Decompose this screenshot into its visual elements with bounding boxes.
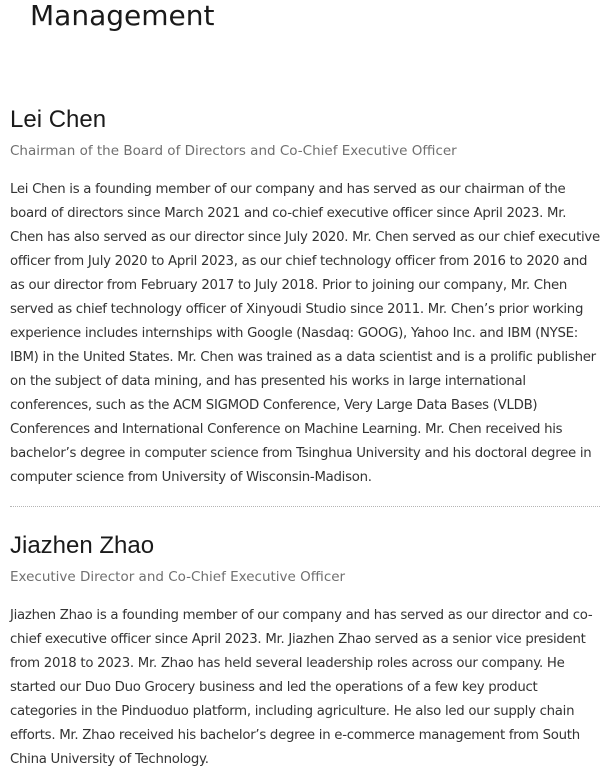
profile-title: Executive Director and Co-Chief Executive Officer (10, 569, 346, 585)
management-profiles (10, 104, 600, 772)
profile-name: Lei Chen (10, 106, 107, 133)
profile-name: Jiazhen Zhao (10, 532, 155, 559)
profile-bio: Jiazhen Zhao is a founding member of our company and has served as our director and co-chief executive officer since April 2023. Mr. Jiazhen Zhao served as a senior vice president from 2018 to 2023. Mr. Zhao has held several leadership roles across our company. He started our Duo Duo Grocery business and led the operations of a few key product categories in the Pinduoduo platform, including agriculture. He also led our supply chain efforts. Mr. Zhao received his bachelor’s degree in e-commerce management from South China University of Technology. (10, 608, 593, 767)
profile-bio: Lei Chen is a founding member of our company and has served as our chairman of the board of directors since March 2021 and co-chief executive officer since April 2023. Mr. Chen has also served as our director since July 2020. Mr. Chen served as our chief executive officer from July 2020 to April 2023, as our chief technology officer from 2016 to 2020 and as our director from February 2017 to July 2018. Prior to joining our company, Mr. Chen served as chief technology officer of Xinyoudi Studio since 2011. Mr. Chen’s prior working experience includes internships with Google (Nasdaq: GOOG), Yahoo Inc. and IBM (NYSE: IBM) in the United States. Mr. Chen was trained as a data scientist and is a prolific publisher on the subject of data mining, and has presented his works in large international conferences, such as the ACM SIGMOD Conference, Very Large Data Bases (VLDB) Conferences and International Conference on Machine Learning. Mr. Chen received his bachelor’s degree in computer science from Tsinghua University and his doctoral degree in computer science from University of Wisconsin-Madison. (10, 182, 600, 485)
page-heading: Management (30, 0, 215, 32)
profile-title: Chairman of the Board of Directors and Co-Chief Executive Officer (10, 143, 457, 159)
profile-lei-chen (10, 104, 600, 490)
profile-jiazhen-zhao (10, 507, 600, 772)
